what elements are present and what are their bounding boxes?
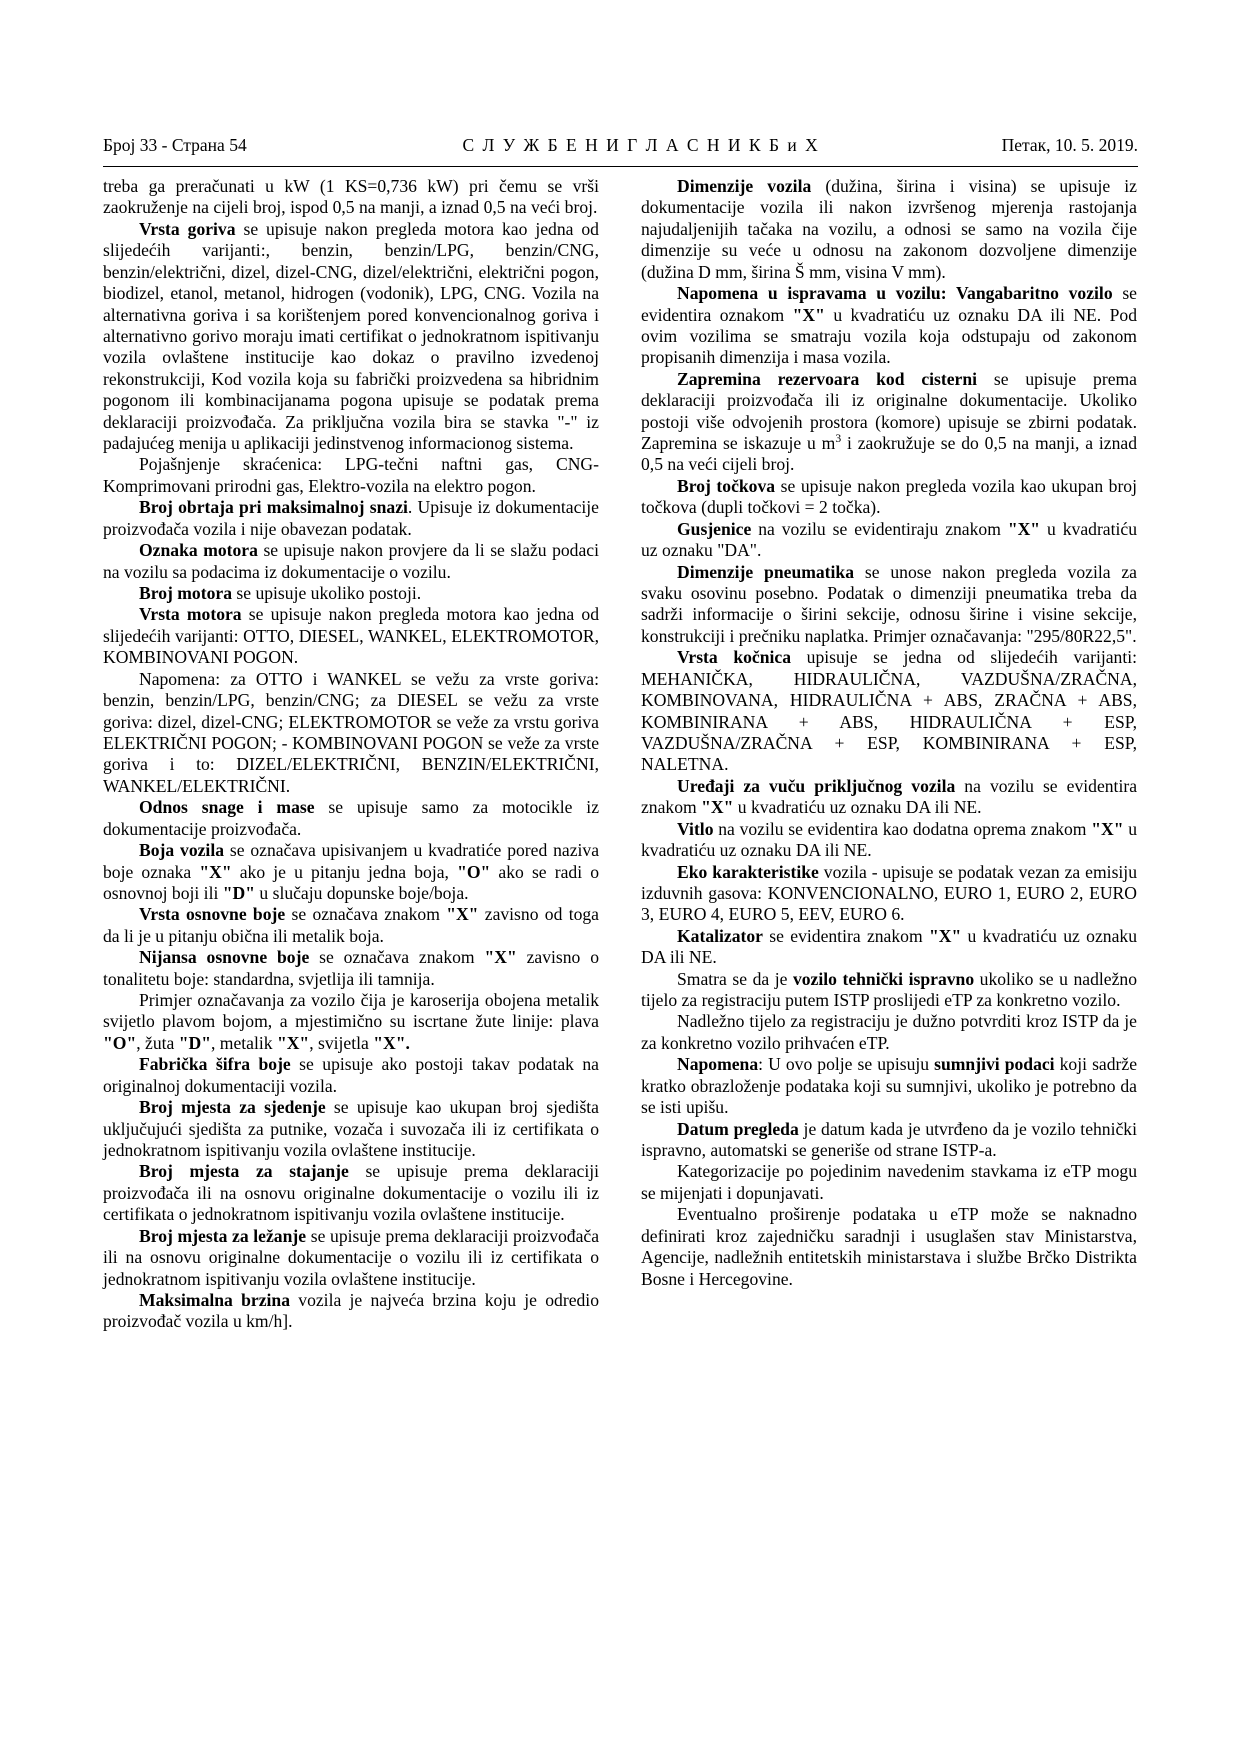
term-broj-mjesta-za-stajanje: Broj mjesta za stajanje <box>139 1161 349 1182</box>
paragraph <box>641 969 1137 1012</box>
paragraph <box>103 1054 599 1097</box>
term-vitlo: Vitlo <box>677 818 714 839</box>
paragraph <box>103 840 599 904</box>
term-odnos-snage-i-mase: Odnos snage i mase <box>139 797 315 818</box>
term-boja-vozila: Boja vozila <box>139 840 225 861</box>
term-vrsta-goriva: Vrsta goriva <box>139 218 236 239</box>
paragraph-text: upisuje se jedna od slijedećih varijanti: MEHANIČKA, HIDRAULIČNA, VAZDUŠNA/ZRAČNA, KOMBINOVANA, HIDRAULIČNA + ABS, ZRAČNA + ABS, KOMBINIRANA + ABS, HIDRAULIČNA + ESP, VAZDUŠNA/ZRAČNA + ESP, KOMBINIRANA + ESP, NALETNA. <box>641 647 1137 775</box>
term-vrsta-motora: Vrsta motora <box>139 604 242 625</box>
paragraph-text: se upisuje nakon pregleda motora kao jedna od slijedećih varijanti:, benzin, benzin/LPG, benzin/CNG, benzin/električni, dizel, dizel-CNG, dizel/električni, električni pogon, biodizel, etanol, metanol, hidrogen (vodonik), LPG, CNG. Vozila na alternativna goriva i sa korištenjem pored konvencionalnog goriva i alternativno gorivo moraju imati certifikat o jednokratnom ispitivanju vozila ovlaštene institucije kao dokaz o pravilno izvedenoj rekonstrukciji, Kod vozila koja su fabrički proizvedena sa hibridnim pogonom ili kombinacijanama pogona upisuje se podatak prema deklaraciji proizvođača. Za priključna vozila bira se stavka "-" iz padajućeg menija u aplikaciji jedinstvenog informacionog sistema. <box>103 218 599 454</box>
term-katalizator: Katalizator <box>677 925 763 946</box>
paragraph-text: . Upisuje iz dokumentacije proizvođača vozila i nije obavezan podatak. <box>103 497 599 539</box>
paragraph <box>103 583 599 604</box>
term-zapremina-rezervoara: Zapremina rezervoara kod cisterni <box>677 368 978 389</box>
paragraph-text: se evidentira znakom <box>762 925 929 946</box>
header-gazette-title: С Л У Ж Б Е Н И Г Л А С Н И К Б и Х <box>462 135 820 155</box>
term-vrsta-osnovne-boje: Vrsta osnovne boje <box>139 904 286 925</box>
paragraph-text: koji sadrže kratko obrazloženje podataka koji su sumnjivi, ukoliko je potrebno da se isti upišu. <box>641 1054 1137 1118</box>
paragraph-text: Smatra se da je <box>677 968 793 989</box>
paragraph-text: ako je u pitanju jedna boja, <box>231 861 458 882</box>
paragraph: Nadležno tijelo za registraciju je dužno potvrditi kroz ISTP da je za konkretno vozilo prihvaćen eTP. <box>641 1011 1137 1053</box>
paragraph <box>641 776 1137 819</box>
mark-o: "O" <box>457 861 491 882</box>
paragraph-text: u slučaju dopunske boje/boja. <box>255 882 469 903</box>
paragraph <box>641 519 1137 562</box>
term-vozilo-tehnicki-ispravno: vozilo tehnički ispravno <box>792 968 975 989</box>
paragraph-text: se označava znakom <box>309 947 485 968</box>
paragraph <box>641 1119 1137 1162</box>
term-broj-mjesta-za-lezanje: Broj mjesta za ležanje <box>139 1225 307 1246</box>
paragraph-text: se upisuje ako postoji takav podatak na originalnoj dokumentaciji vozila. <box>103 1054 599 1096</box>
term-vrsta-kocnica: Vrsta kočnica <box>677 647 792 668</box>
mark-x: "X" <box>199 861 232 882</box>
mark-x: "X" <box>1007 518 1041 539</box>
paragraph: Eventualno proširenje podataka u eTP može se naknadno definirati kroz zajedničku saradnji i usuglašen stav Ministarstva, Agencije, nadležnih entitetskih ministarstava i službe Brčko Distrikta Bosne i Hercegovine. <box>641 1204 1137 1289</box>
paragraph <box>641 562 1137 648</box>
paragraph-text: se upisuje prema deklaraciji proizvođača ili na osnovu originalne dokumentacije o vozilu ili iz certifikata o jednokratnom ispitivanju vozila ovlaštene institucije. <box>103 1161 599 1225</box>
term-napomena-vangabaritno-vozilo: Napomena u ispravama u vozilu: Vangabaritno vozilo <box>677 283 1113 304</box>
paragraph-text: ukoliko se u nadležno tijelo za registraciju putem ISTP proslijedi eTP za konkretno vozilo. <box>641 968 1137 1011</box>
term-datum-pregleda: Datum pregleda <box>677 1118 799 1139</box>
paragraph-text: u kvadratiću uz oznaku "DA". <box>641 518 1137 561</box>
paragraph-text: zavisno o tonalitetu boje: standardna, svjetlija ili tamnija. <box>103 947 599 989</box>
running-head <box>103 136 1138 155</box>
paragraph <box>103 904 599 947</box>
mark-x: "X" <box>276 1032 310 1053</box>
term-broj-mjesta-za-sjedenje: Broj mjesta za sjedenje <box>139 1097 326 1118</box>
right-column <box>641 176 1137 1290</box>
term-dimenzije-pneumatika: Dimenzije pneumatika <box>677 561 855 582</box>
paragraph <box>641 1054 1137 1118</box>
paragraph <box>103 1290 599 1333</box>
paragraph <box>641 176 1137 283</box>
paragraph <box>641 819 1137 862</box>
paragraph-text: se unose nakon pregleda vozila za svaku osovinu posebno. Podatak o dimenziji pneumatika treba da sadrži informacije o širini sekcije, odnosu širine i visine sekcije, konstrukciji i prečniku naplatka. Primjer označavanja: "295/80R22,5". <box>641 561 1137 646</box>
paragraph-text: u kvadratiću uz oznaku DA ili NE. <box>641 925 1137 968</box>
term-dimenzije-vozila: Dimenzije vozila <box>677 176 812 196</box>
paragraph-text: se upisuje samo za motocikle iz dokumentacije proizvođača. <box>103 797 600 839</box>
paragraph-text: (dužina, širina i visina) se upisuje iz dokumentacije vozila ili nakon izvršenog mjerenja rastojanja najudaljenijih tačaka na vozilu, a odnosi se samo na vozila čije dimenzije su veće u odnosu na zakonom dozvoljene dimenzije (dužina D mm, širina Š mm, visina V mm). <box>641 176 1137 282</box>
header-divider <box>103 166 1138 167</box>
term-sumnjivi-podaci: sumnjivi podaci <box>934 1054 1055 1075</box>
paragraph: Napomena: za OTTO i WANKEL se vežu za vrste goriva: benzin, benzin/LPG, benzin/CNG; za DIESEL se vežu za vrste goriva: dizel, dizel-CNG; ELEKTROMOTOR se veže za vrstu goriva ELEKTRIČNI POGON; - KOMBINOVANI POGON se veže za vrste goriva i to: DIZEL/ELEKTRIČNI, BENZIN/ELEKTRIČNI, WANKEL/ELEKTRIČNI. <box>103 668 599 796</box>
paragraph-text: ako se radi o osnovnoj boji ili <box>103 861 600 903</box>
paragraph-text: , žuta <box>136 1032 179 1053</box>
paragraph-text: se označava znakom <box>285 904 447 925</box>
paragraph-text: na vozilu se evidentira znakom <box>641 775 1137 818</box>
paragraph <box>103 797 599 840</box>
mark-o: "O" <box>103 1032 137 1053</box>
term-eko-karakteristike: Eko karakteristike <box>677 861 819 882</box>
mark-x: "X" <box>928 925 962 946</box>
mark-x: "X" <box>1091 818 1124 839</box>
paragraph: Kategorizacije po pojedinim navedenim stavkama iz eTP mogu se mijenjati i dopunjavati. <box>641 1161 1137 1203</box>
mark-x: "X" <box>792 304 825 325</box>
paragraph <box>103 604 599 668</box>
paragraph-text: , svijetla <box>309 1032 374 1053</box>
term-oznaka-motora: Oznaka motora <box>139 540 258 561</box>
term-gusjenice: Gusjenice <box>677 518 752 539</box>
term-broj-motora: Broj motora <box>139 583 232 604</box>
paragraph-text: na vozilu se evidentiraju znakom <box>751 518 1008 539</box>
term-fabricka-sifra-boje: Fabrička šifra boje <box>139 1054 291 1075</box>
paragraph <box>103 497 599 540</box>
paragraph-text: zavisno od toga da li je u pitanju obična ili metalik boja. <box>103 904 599 946</box>
paragraph-text: je datum kada je utvrđeno da je vozilo tehnički ispravno, automatski se generiše od strane ISTP-a. <box>641 1118 1137 1160</box>
paragraph-text: se upisuje nakon pregleda motora kao jedna od slijedećih varijanti: OTTO, DIESEL, WANKEL, ELEKTROMOTOR, KOMBINOVANI POGON. <box>103 604 599 668</box>
term-nijansa-osnovne-boje: Nijansa osnovne boje <box>139 947 310 968</box>
paragraph-text: se označava upisivanjem u kvadratiće pored naziva boje oznaka <box>103 840 599 882</box>
paragraph <box>641 926 1137 969</box>
paragraph <box>103 990 599 1054</box>
paragraph <box>103 1161 599 1225</box>
paragraph <box>103 1097 599 1161</box>
paragraph <box>641 283 1137 369</box>
paragraph-text: Primjer označavanja za vozilo čija je karoserija obojena metalik svijetlo plavom bojom, a mjestimično su iscrtane žute linije: plava <box>103 990 599 1032</box>
header-date: Петак, 10. 5. 2019. <box>1001 135 1138 155</box>
paragraph-text: se upisuje kao ukupan broj sjedišta uključujući sjedišta za putnike, vozača i suvozača ili iz certifikata o jednokratnom ispitivanju vozila ovlaštene institucije. <box>103 1097 599 1160</box>
paragraph <box>103 219 599 455</box>
paragraph <box>641 476 1137 519</box>
left-column <box>103 176 599 1333</box>
paragraph <box>641 862 1137 926</box>
superscript-cubic: 3 <box>835 432 842 446</box>
paragraph <box>641 647 1137 776</box>
mark-x: "X" <box>484 947 517 968</box>
paragraph-text: na vozilu se evidentira kao dodatna oprema znakom <box>713 818 1092 839</box>
paragraph-text: vozila - upisuje se podatak vezan za emisiju izduvnih gasova: KONVENCIONALNO, EURO 1, EURO 2, EURO 3, EURO 4, EURO 5, EEV, EURO 6. <box>641 861 1137 925</box>
paragraph-text: se upisuje prema deklaraciji proizvođača ili iz originalne dokumentacije. Ukoliko postoji više odvojenih prostora (komore) upisuje se zbirni podatak. Zapremina se iskazuje u m <box>641 368 1137 454</box>
paragraph-text: u kvadratiću uz oznaku DA ili NE. <box>733 797 982 818</box>
mark-x: "X" <box>446 904 479 925</box>
paragraph-text: : U ovo polje se upisuju <box>758 1054 935 1075</box>
paragraph-text: se upisuje ukoliko postoji. <box>232 583 422 604</box>
mark-x: "X" <box>701 797 734 818</box>
term-uredjaji-za-vucu: Uređaji za vuču priključnog vozila <box>677 775 956 796</box>
term-maksimalna-brzina: Maksimalna brzina <box>139 1289 290 1310</box>
paragraph-text: , metalik <box>210 1032 277 1053</box>
term-napomena: Napomena <box>677 1054 759 1075</box>
paragraph <box>103 1226 599 1290</box>
paragraph-text: u kvadratiću uz oznaku DA ili NE. Pod ovim vozilima se smatraju vozila koja odstupaju od zakonom propisanih dimenzija i masa vozila. <box>641 304 1137 368</box>
paragraph <box>103 540 599 583</box>
paragraph-text: se upisuje nakon pregleda vozila kao ukupan broj točkova (dupli točkovi = 2 točka). <box>641 475 1137 518</box>
mark-d: "D" <box>178 1032 211 1053</box>
paragraph-text: se upisuje prema deklaraciji proizvođača ili na osnovu originalne dokumentacije o vozilu ili iz certifikata o jednokratnom ispitivanju vozila ovlaštene institucije. <box>103 1225 600 1289</box>
paragraph-text: se upisuje nakon provjere da li se slažu podaci na vozilu sa podacima iz dokumentacije o vozilu. <box>103 540 599 582</box>
paragraph-text: i zaokružuje se do 0,5 na manji, a iznad 0,5 na veći cijeli broj. <box>641 433 1137 475</box>
header-issue-page: Број 33 - Страна 54 <box>103 135 247 155</box>
term-broj-obrtaja: Broj obrtaja pri maksimalnoj snazi <box>139 497 408 518</box>
paragraph-text: u kvadratiću uz oznaku DA ili NE. <box>641 818 1137 861</box>
paragraph <box>103 947 599 990</box>
paragraph <box>641 369 1137 476</box>
paragraph-text: vozila je najveća brzina koju je odredio proizvođač vozila u km/h]. <box>103 1289 599 1332</box>
mark-d: "D" <box>222 882 255 903</box>
paragraph-text: se evidentira oznakom <box>641 283 1137 325</box>
mark-x: "X". <box>373 1032 410 1053</box>
term-broj-tockova: Broj točkova <box>677 475 776 496</box>
paragraph: Pojašnjenje skraćenica: LPG-tečni naftni gas, CNG-Komprimovani prirodni gas, Elektro-vozila na elektro pogon. <box>103 454 599 496</box>
paragraph: treba ga preračunati u kW (1 KS=0,736 kW) pri čemu se vrši zaokruženje na cijeli broj, ispod 0,5 na manji, a iznad 0,5 na veći broj. <box>103 176 599 218</box>
two-column-body <box>103 176 1138 1333</box>
